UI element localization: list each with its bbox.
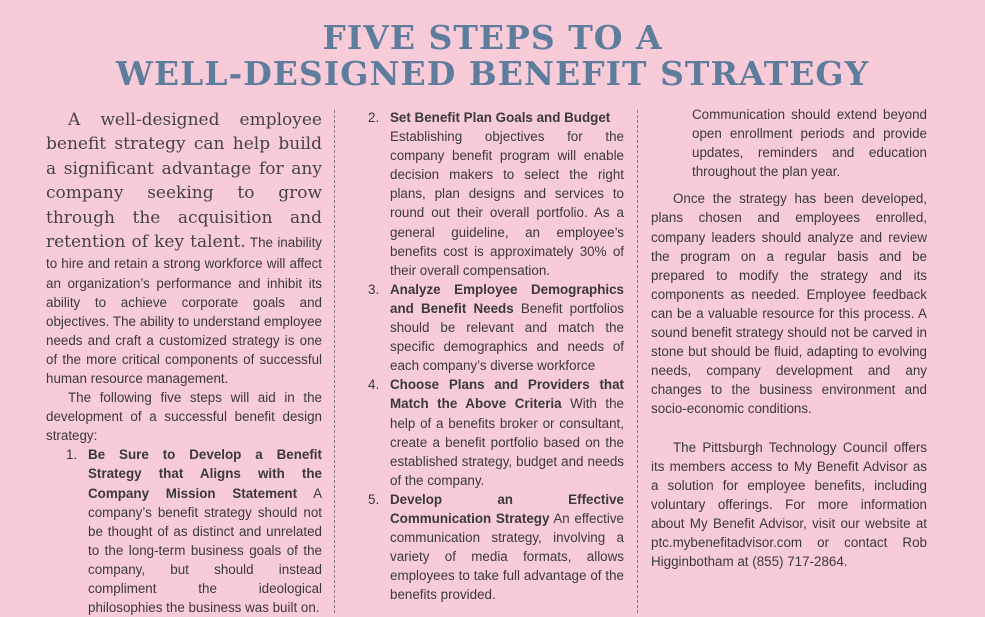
step-number: 5. xyxy=(368,491,380,507)
step-4 xyxy=(368,375,624,490)
column-1 xyxy=(46,108,322,617)
strategy-review-paragraph: Once the strategy has been developed, plans chosen and employees enrolled, company leaders should analyze and review the program on a regular basis and be prepared to modify the strategy and its components as needed. Employee feedback can be a valuable resource for this process. A sound benefit strategy should not be carved in stone but should be fluid, adapting to evolving needs, company development and any changes to the business environment and socio-economic conditions. xyxy=(651,191,927,417)
column-divider-2 xyxy=(637,110,638,613)
step-5-continued: Communication should extend beyond open enrollment periods and provide updates, reminders and education throughout the plan year. xyxy=(692,107,927,180)
council-paragraph: The Pittsburgh Technology Council offers its members access to My Benefit Advisor as a solution for employee benefits, including voluntary offerings. For more information about My Benefit Advisor, visit our website at ptc.mybenefitadvisor.com or contact Rob Higginbotham at (855) 717-2864. xyxy=(651,439,927,570)
step-2 xyxy=(368,108,624,280)
step-text: Establishing objectives for the company benefit program will enable decision makers to select the right plans, plan designs and services to round out their overall portfolio. As a general guideline, an employee’s benefits cost is approximately 30% of their overall compensation. xyxy=(390,129,624,278)
step-number: 2. xyxy=(368,110,380,125)
step-text: With the help of a benefits broker or consultant, create a benefit portfolio based on the established strategy, budget and needs of the company. xyxy=(390,396,624,488)
column-3 xyxy=(651,105,927,571)
column-divider-1 xyxy=(334,110,335,613)
step-number: 1. xyxy=(66,447,78,463)
steps-intro: The following five steps will aid in the development of a successful benefit design strategy: xyxy=(46,390,322,444)
step-1 xyxy=(46,445,322,617)
title-line-1: FIVE STEPS TO A xyxy=(322,18,663,57)
intro-body: The inability to hire and retain a strong workforce will affect an organization’s performance and inhibit its ability to achieve corporate goals and objectives. The ability to understand employee needs and craft a customized strategy is one of the more critical components of successful human resource management. xyxy=(46,235,322,386)
step-title: Analyze Employee Demographics and Benefit Needs xyxy=(390,281,624,316)
step-5 xyxy=(368,490,624,605)
step-title: Develop an Effective Communication Strategy xyxy=(390,491,624,526)
step-title: Set Benefit Plan Goals and Budget xyxy=(390,110,611,125)
step-title: Be Sure to Develop a Benefit Strategy that Aligns with the Company Mission Statement xyxy=(88,447,322,501)
article-title xyxy=(0,20,985,92)
title-line-2: WELL-DESIGNED BENEFIT STRATEGY xyxy=(115,54,870,93)
step-title: Choose Plans and Providers that Match the Above Criteria xyxy=(390,377,624,412)
step-3 xyxy=(368,280,624,375)
step-number: 3. xyxy=(368,281,380,297)
intro-lead: A well-designed employee benefit strategy can help build a significant advantage for any company seeking to grow through the acquisition and retention of key talent. xyxy=(46,110,322,253)
column-2 xyxy=(368,108,624,604)
step-number: 4. xyxy=(368,377,380,393)
step-text: A company’s benefit strategy should not be thought of as distinct and unrelated to the long-term business goals of the company, but should instead compliment the ideological philosophies the business was built on. xyxy=(88,485,322,616)
intro-paragraph xyxy=(46,108,322,388)
step-text: An effective communication strategy, involving a variety of media formats, allows employees to take full advantage of the benefits provided. xyxy=(390,510,625,603)
step-text: Benefit portfolios should be relevant and match the specific demographics and needs of each company’s diverse workforce xyxy=(390,300,624,374)
